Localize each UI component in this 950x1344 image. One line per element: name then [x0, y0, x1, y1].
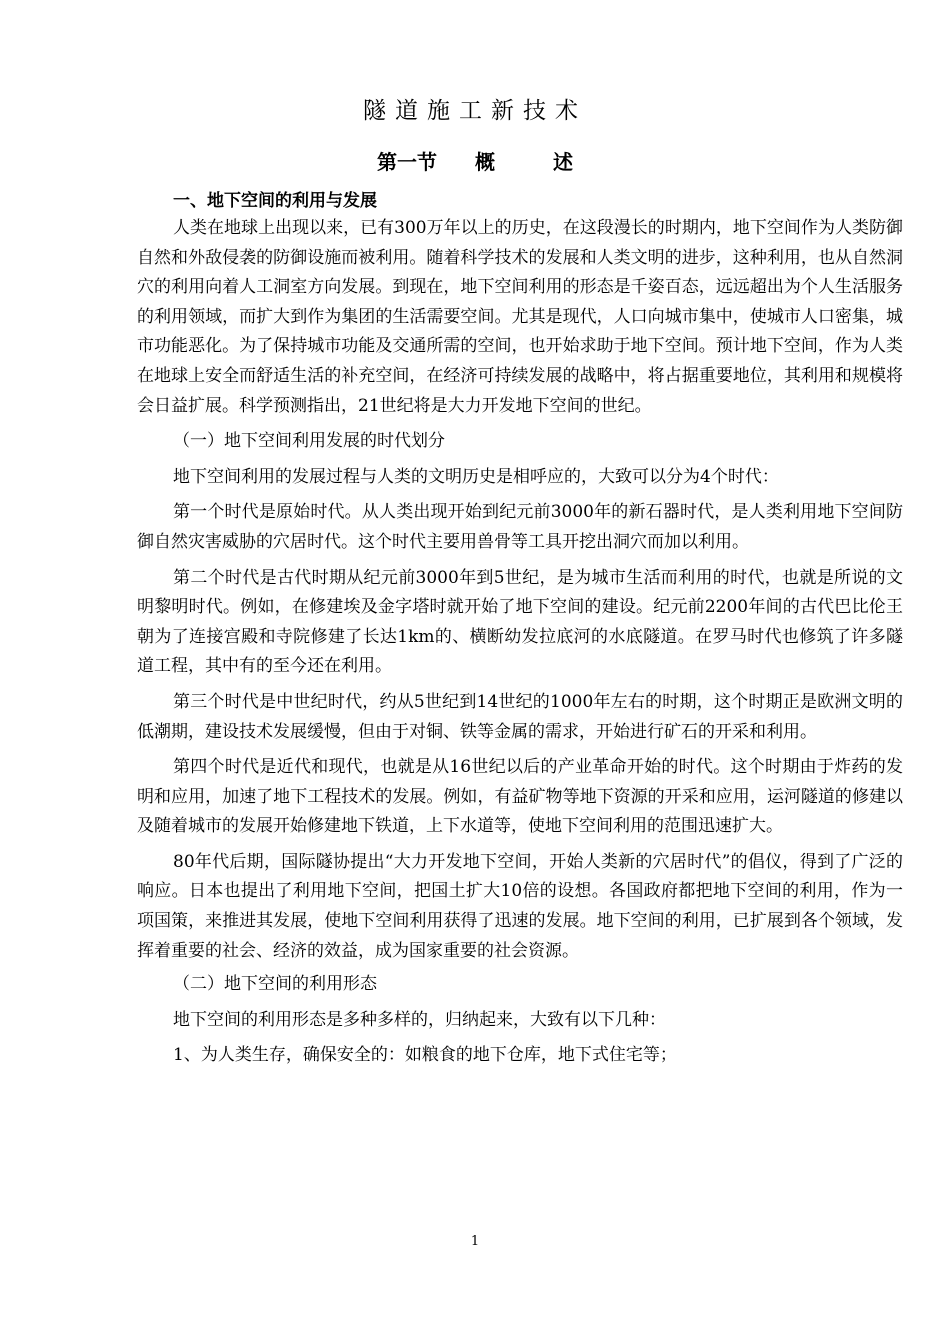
list-item-1: 1、为人类生存，确保安全的：如粮食的地下仓库，地下式住宅等；	[173, 1045, 677, 1066]
subsection-heading: 一、地下空间的利用与发展	[173, 191, 377, 211]
section-heading	[0, 146, 950, 175]
section-number: 第一节	[377, 150, 437, 174]
subheading-era-division: （一）地下空间利用发展的时代划分	[173, 431, 445, 452]
document-body	[137, 214, 903, 1071]
paragraph-intro: 人类在地球上出现以来，已有300万年以上的历史，在这段漫长的时期内，地下空间作为人类防御自然和外敌侵袭的防御设施而被利用。随着科学技术的发展和人类文明的进步，这种利用，也从自然洞穴的利用向着人工洞室方向发展。到现在，地下空间利用的形态是千姿百态，远远超出为个人生活服务的利用领域，而扩大到作为集团的生活需要空间。尤其是现代，人口向城市集中，使城市人口密集，城市功能恶化。为了保持城市功能及交通所需的空间，也开始求助于地下空间。预计地下空间，作为人类在地球上安全而舒适生活的补充空间，在经济可持续发展的战略中，将占据重要地位，其利用和规模将会日益扩展。科学预测指出，21世纪将是大力开发地下空间的世纪。	[137, 218, 903, 416]
paragraph-era-4: 第四个时代是近代和现代，也就是从16世纪以后的产业革命开始的时代。这个时期由于炸药的发明和应用，加速了地下工程技术的发展。例如，有益矿物等地下资源的开采和应用，运河隧道的修建以及随着城市的发展开始修建地下铁道，上下水道等，使地下空间利用的范围迅速扩大。	[137, 757, 903, 837]
page-number: 1	[470, 1234, 480, 1249]
paragraph-1980s: 80年代后期，国际隧协提出“大力开发地下空间，开始人类新的穴居时代”的倡仪，得到了广泛的响应。日本也提出了利用地下空间，把国土扩大10倍的设想。各国政府都把地下空间的利用，作为一项国策，来推进其发展，使地下空间利用获得了迅速的发展。地下空间的利用，已扩展到各个领域，发挥着重要的社会、经济的效益，成为国家重要的社会资源。	[137, 851, 903, 961]
section-name-part-2: 述	[553, 150, 573, 174]
subheading-usage-forms: （二）地下空间的利用形态	[173, 974, 377, 995]
document-title: 隧道施工新技术	[363, 98, 587, 124]
paragraph-era-3: 第三个时代是中世纪时代，约从5世纪到14世纪的1000年左右的时期，这个时期正是欧洲文明的低潮期，建设技术发展缓慢，但由于对铜、铁等金属的需求，开始进行矿石的开采和利用。	[137, 691, 903, 742]
section-name-part-1: 概	[475, 150, 495, 174]
paragraph-era-2: 第二个时代是古代时期从纪元前3000年到5世纪，是为城市生活而利用的时代，也就是所说的文明黎明时代。例如，在修建埃及金字塔时就开始了地下空间的建设。纪元前2200年间的古代巴比伦王朝为了连接宫殿和寺院修建了长达1km的、横断幼发拉底河的水底隧道。在罗马时代也修筑了许多隧道工程，其中有的至今还在利用。	[137, 567, 903, 677]
paragraph-era-1: 第一个时代是原始时代。从人类出现开始到纪元前3000年的新石器时代，是人类利用地下空间防御自然灾害威胁的穴居时代。这个时代主要用兽骨等工具开挖出洞穴而加以利用。	[137, 502, 903, 552]
paragraph-usage-intro: 地下空间的利用形态是多种多样的，归纳起来，大致有以下几种：	[173, 1009, 666, 1030]
paragraph-four-eras: 地下空间利用的发展过程与人类的文明历史是相呼应的，大致可以分为4个时代：	[173, 466, 779, 487]
